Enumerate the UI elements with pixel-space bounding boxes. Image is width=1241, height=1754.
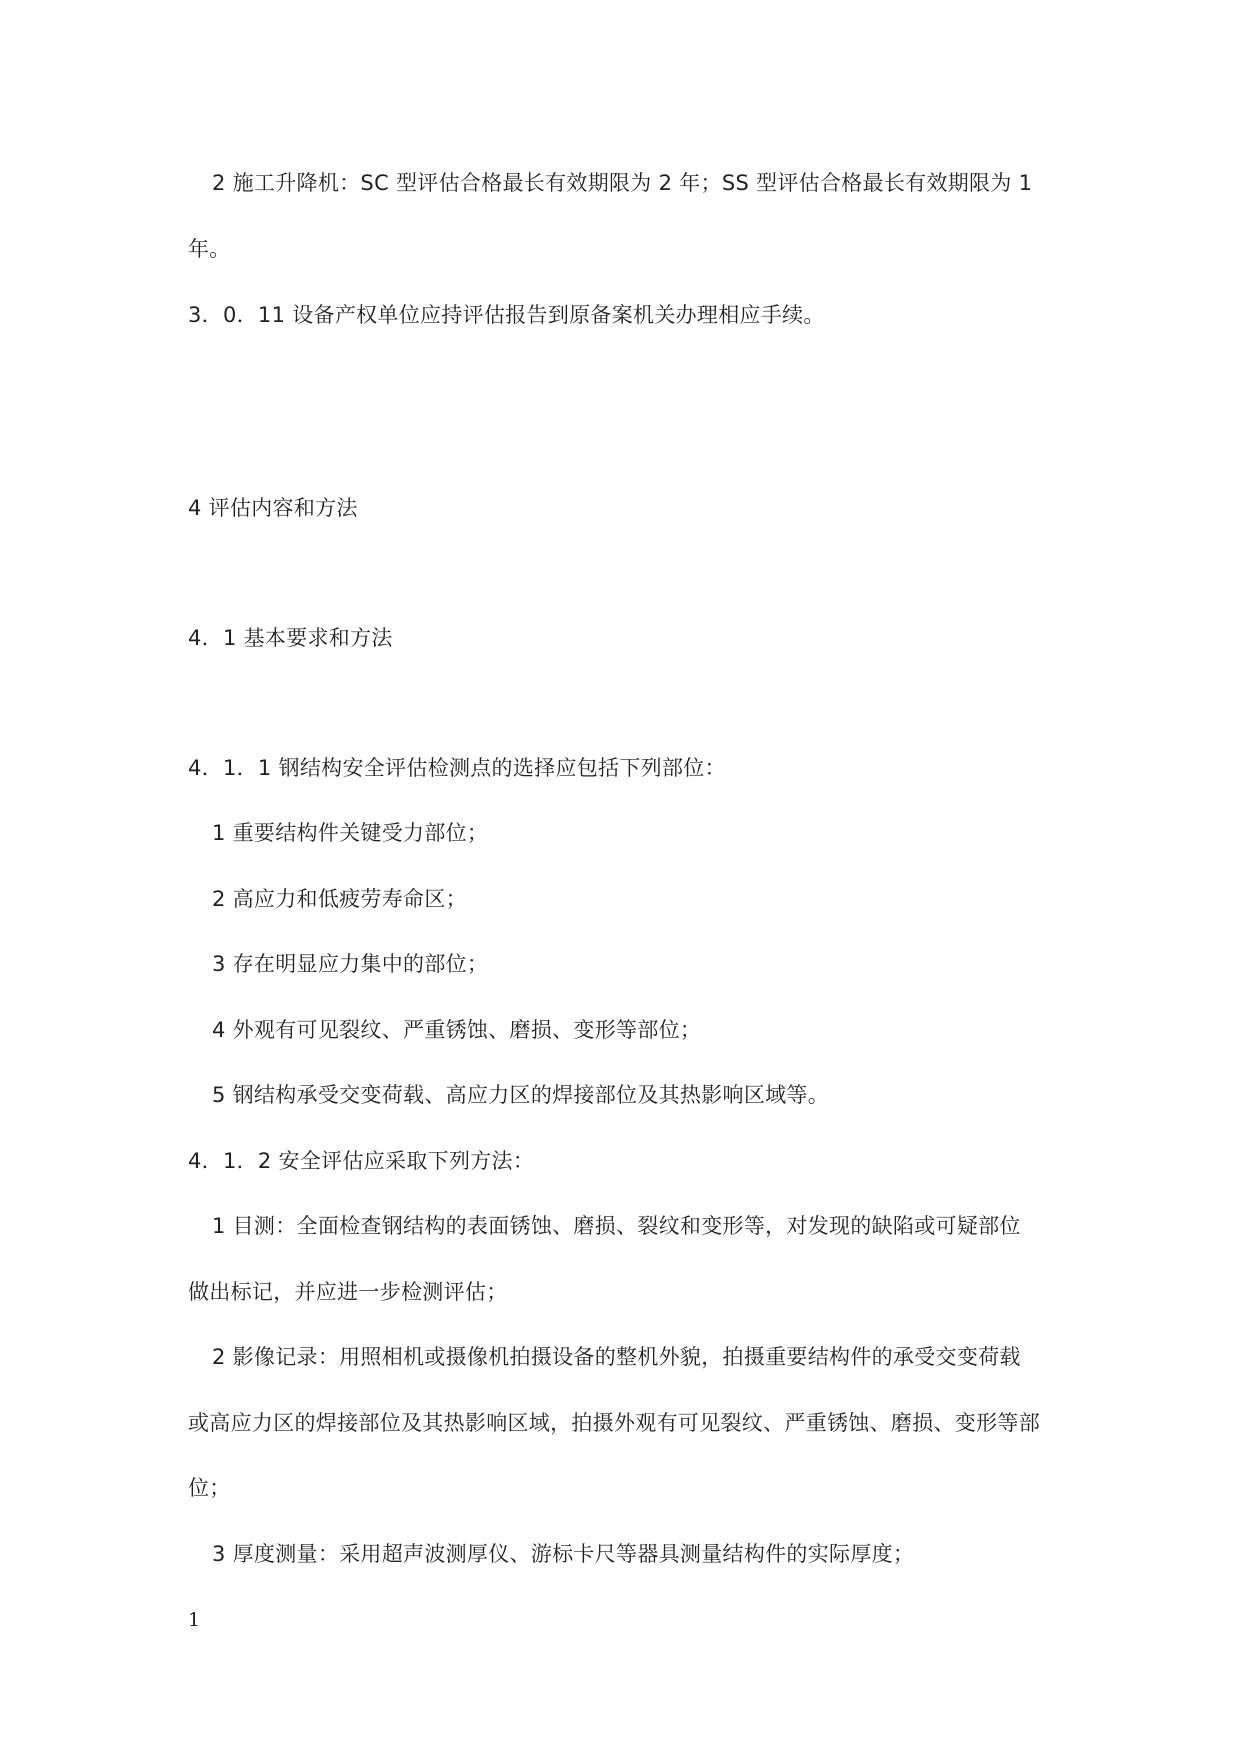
- list-item: 2 影像记录：用照相机或摄像机拍摄设备的整机外貌，拍摄重要结构件的承受交变荷载: [212, 1345, 1021, 1369]
- text-line: 2 施工升降机：SC 型评估合格最长有效期限为 2 年；SS 型评估合格最长有效期限为 1: [212, 171, 1033, 195]
- section-heading-4-1: 4．1 基本要求和方法: [188, 626, 393, 650]
- clause-4-1-2: 4．1．2 安全评估应采取下列方法：: [188, 1149, 535, 1173]
- clause-3-0-11: 3．0．11 设备产权单位应持评估报告到原备案机关办理相应手续。: [188, 303, 825, 327]
- list-item: 5 钢结构承受交变荷载、高应力区的焊接部位及其热影响区域等。: [212, 1083, 830, 1107]
- list-item: 4 外观有可见裂纹、严重锈蚀、磨损、变形等部位；: [212, 1018, 702, 1042]
- list-item: 2 高应力和低疲劳寿命区；: [212, 887, 467, 911]
- page-number: 1: [188, 1609, 201, 1631]
- list-item: 3 存在明显应力集中的部位；: [212, 952, 489, 976]
- clause-4-1-1: 4．1．1 钢结构安全评估检测点的选择应包括下列部位：: [188, 756, 726, 780]
- section-heading-4: 4 评估内容和方法: [188, 496, 358, 520]
- text-line: 位；: [188, 1476, 231, 1500]
- text-line: 或高应力区的焊接部位及其热影响区域，拍摄外观有可见裂纹、严重锈蚀、磨损、变形等部: [188, 1411, 1040, 1435]
- text-line: 做出标记，并应进一步检测评估；: [188, 1280, 508, 1304]
- list-item: 1 目测：全面检查钢结构的表面锈蚀、磨损、裂纹和变形等，对发现的缺陷或可疑部位: [212, 1214, 1021, 1238]
- text-line: 年。: [188, 237, 231, 261]
- list-item: 1 重要结构件关键受力部位；: [212, 821, 489, 845]
- list-item: 3 厚度测量：采用超声波测厚仪、游标卡尺等器具测量结构件的实际厚度；: [212, 1542, 915, 1566]
